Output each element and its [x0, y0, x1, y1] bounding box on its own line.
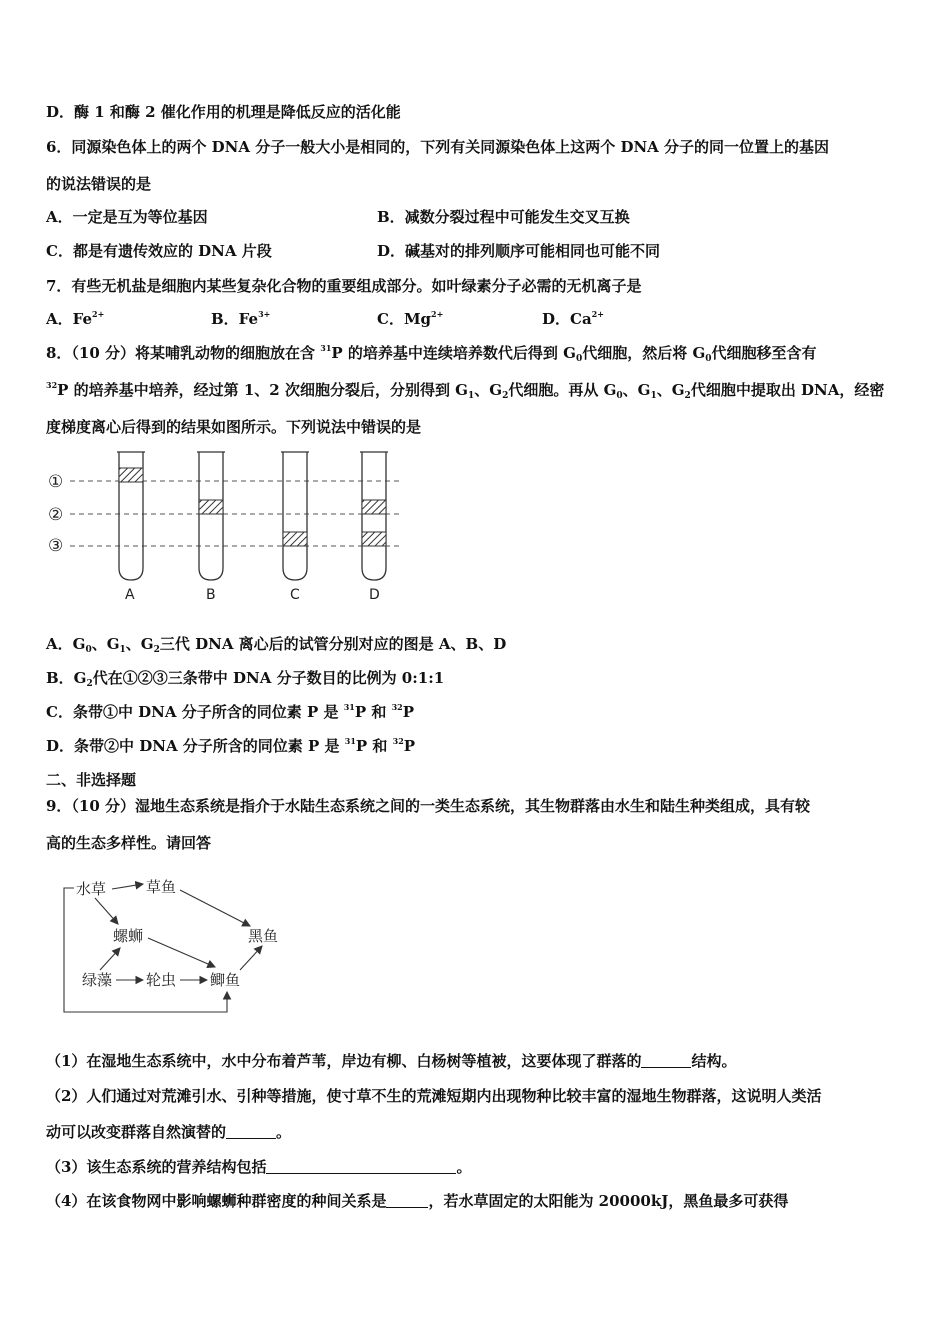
band-label-1: ①: [48, 472, 64, 492]
tube-c: [281, 452, 309, 580]
q6-stem-line1: 6．同源染色体上的两个 DNA 分子一般大小是相同的，下列有关同源染色体上这两个 DNA 分子的同一位置上的基因: [46, 138, 830, 156]
q8-stem-line3: 度梯度离心后得到的结果如图所示。下列说法中错误的是: [46, 418, 422, 436]
q9-part2-line2: 动可以改变群落自然演替的 。: [46, 1123, 292, 1141]
tube-label-d: D: [369, 587, 380, 603]
blank-1[interactable]: [641, 1053, 691, 1068]
q6-stem-line2: 的说法错误的是: [46, 175, 152, 193]
q9-food-web: [50, 870, 310, 1020]
q8-stem-line1: 8．（10 分）将某哺乳动物的细胞放在含 $^{31}$P 的培养基中连续培养数代后得到 $G_0$代细胞，然后将 $G_0$代细胞移至含有: [46, 343, 817, 364]
tube-b: [197, 452, 225, 580]
tube-d-band-lower: [362, 532, 386, 546]
q8-option-c: C．条带①中 DNA 分子所含的同位素 P 是 $^{31}$P 和 $^{32}$P: [46, 702, 414, 721]
node-lunchong: 轮虫: [146, 971, 177, 989]
q8-option-d: D．条带②中 DNA 分子所含的同位素 P 是 $^{31}$P 和 $^{32}$P: [46, 736, 416, 755]
q8-centrifuge-figure: [46, 450, 406, 605]
q6-option-c: C．都是有遗传效应的 DNA 片段: [46, 242, 272, 260]
tube-a-band: [119, 468, 143, 482]
q5-option-d: D．酶 1 和酶 2 催化作用的机理是降低反应的活化能: [46, 103, 401, 121]
q7-option-c: C．$Mg^{2+}$: [377, 309, 444, 328]
band-label-2: ②: [48, 505, 64, 525]
edge-shuicao-caoyu: [112, 884, 143, 889]
q9-part3: （3）该生态系统的营养结构包括 。: [46, 1158, 472, 1176]
q7-stem: 7．有些无机盐是细胞内某些复杂化合物的重要组成部分。如叶绿素分子必需的无机离子是: [46, 277, 642, 295]
edge-lvzao-luosi: [100, 948, 120, 970]
q8-stem-line2: $^{32}$P 的培养基中培养，经过第 1、2 次细胞分裂后，分别得到 $G_1$、$G_2$代细胞。再从 $G_0$、$G_1$、$G_2$代细胞中提取出 DNA，经密: [46, 380, 885, 401]
q6-option-b: B．减数分裂过程中可能发生交叉互换: [377, 208, 630, 226]
q8-option-b: B．$G_2$代在①②③三条带中 DNA 分子数目的比例为 0:1:1: [46, 669, 445, 689]
q8-option-a: A．$G_0$、$G_1$、$G_2$三代 DNA 离心后的试管分别对应的图是 A、B、D: [46, 635, 507, 655]
tube-d-band-upper: [362, 500, 386, 514]
band-label-3: ③: [48, 536, 64, 556]
tube-label-a: A: [125, 587, 135, 603]
edge-jiyu-heiyu: [240, 946, 262, 970]
node-heiyu: 黑鱼: [248, 927, 279, 945]
blank-2[interactable]: [226, 1124, 276, 1139]
q7-option-a: A．$Fe^{2+}$: [46, 309, 105, 328]
node-luosi: 螺蛳: [113, 927, 144, 945]
tube-d: [360, 452, 388, 580]
edge-luosi-jiyu: [148, 938, 215, 967]
edge-shuicao-luosi: [95, 898, 118, 924]
q9-part2-line1: （2）人们通过对荒滩引水、引种等措施，使寸草不生的荒滩短期内出现物种比较丰富的湿地生物群落，这说明人类活: [46, 1087, 822, 1105]
edge-shuicao-jiyu: [64, 888, 227, 1012]
blank-4[interactable]: [386, 1193, 428, 1208]
q9-stem-line1: 9．（10 分）湿地生态系统是指介于水陆生态系统之间的一类生态系统，其生物群落由水生和陆生种类组成，具有较: [46, 797, 811, 815]
q6-option-a: A．一定是互为等位基因: [46, 208, 208, 226]
section-2-heading: 二、非选择题: [46, 771, 137, 789]
tube-c-band: [283, 532, 307, 546]
q9-part1: （1）在湿地生态系统中，水中分布着芦苇，岸边有柳、白杨树等植被，这要体现了群落的 结构。: [46, 1052, 737, 1070]
node-shuicao: 水草: [76, 880, 107, 898]
tube-b-band: [199, 500, 223, 514]
node-lvzao: 绿藻: [82, 971, 113, 989]
node-jiyu: 鲫鱼: [210, 971, 241, 989]
tube-label-c: C: [290, 587, 300, 603]
q7-option-b: B．$Fe^{3+}$: [211, 309, 271, 328]
q6-option-d: D．碱基对的排列顺序可能相同也可能不同: [377, 242, 661, 260]
q7-option-d: D．$Ca^{2+}$: [542, 309, 604, 328]
q9-stem-line2: 高的生态多样性。请回答: [46, 834, 212, 852]
edge-caoyu-heiyu: [180, 890, 250, 926]
tube-label-b: B: [206, 587, 216, 603]
blank-3[interactable]: [266, 1159, 456, 1174]
node-caoyu: 草鱼: [146, 878, 177, 896]
q9-part4: （4）在该食物网中影响螺蛳种群密度的种间关系是 ，若水草固定的太阳能为 20000kJ，黑鱼最多可获得: [46, 1192, 789, 1210]
